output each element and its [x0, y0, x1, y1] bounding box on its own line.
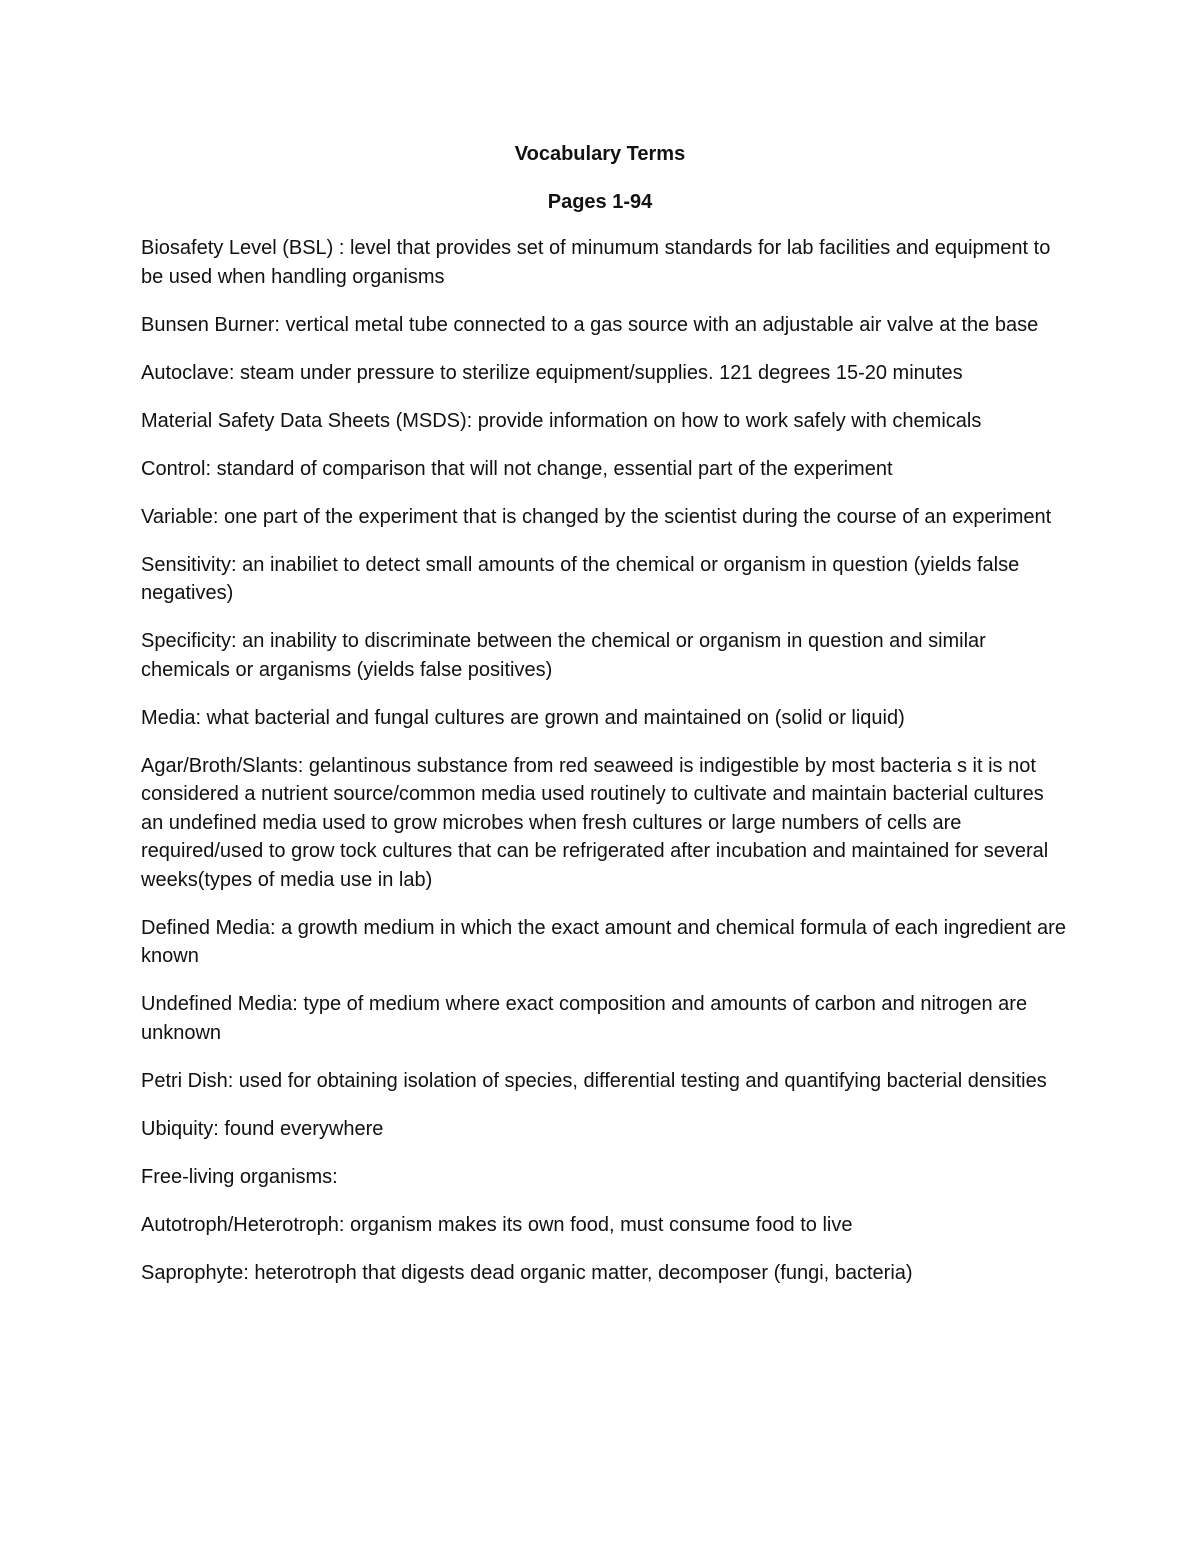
- term-petri-dish: Petri Dish: used for obtaining isolation of species, differential testing and quantifying bacterial densities: [141, 1069, 1047, 1092]
- term-ubiquity: Ubiquity: found everywhere: [141, 1117, 384, 1140]
- term-free-living-organisms: Free-living organisms:: [141, 1165, 338, 1188]
- term-control: Control: standard of comparison that will not change, essential part of the experiment: [141, 457, 893, 480]
- term-specificity: Specificity: an inability to discriminate between the chemical or organism in question and similar chemicals or arganisms (yields false positives): [141, 630, 986, 681]
- term-autoclave: Autoclave: steam under pressure to sterilize equipment/supplies. 121 degrees 15-20 minutes: [141, 361, 963, 384]
- term-variable: Variable: one part of the experiment that is changed by the scientist during the course of an experiment: [141, 505, 1052, 528]
- term-bunsen-burner: Bunsen Burner: vertical metal tube connected to a gas source with an adjustable air valve at the base: [141, 313, 1039, 336]
- term-undefined-media: Undefined Media: type of medium where exact composition and amounts of carbon and nitrogen are unknown: [141, 993, 1028, 1044]
- page-title: Vocabulary Terms: [514, 143, 686, 165]
- term-agar-broth-slants: Agar/Broth/Slants: gelantinous substance from red seaweed is indigestible by most bacteria s it is not considered a nutrient source/common media used routinely to cultivate and maintain bacterial cultures an undefined media used to grow microbes when fresh cultures or large numbers of cells are required/used to grow tock cultures that can be refrigerated after incubation and maintained for several weeks(types of media use in lab): [141, 754, 1049, 891]
- page-subtitle: Pages 1-94: [547, 191, 653, 213]
- term-msds: Material Safety Data Sheets (MSDS): provide information on how to work safely with chemicals: [141, 409, 982, 432]
- term-biosafety-level: Biosafety Level (BSL) : level that provides set of minumum standards for lab facilities and equipment to be used when handling organisms: [141, 237, 1051, 288]
- term-autotroph-heterotroph: Autotroph/Heterotroph: organism makes its own food, must consume food to live: [141, 1213, 853, 1236]
- vocabulary-list: [141, 234, 1066, 1307]
- term-media: Media: what bacterial and fungal cultures are grown and maintained on (solid or liquid): [141, 706, 905, 729]
- term-defined-media: Defined Media: a growth medium in which the exact amount and chemical formula of each ingredient are known: [141, 916, 1066, 967]
- term-sensitivity: Sensitivity: an inabiliet to detect small amounts of the chemical or organism in question (yields false negatives): [141, 553, 1020, 604]
- term-saprophyte: Saprophyte: heterotroph that digests dead organic matter, decomposer (fungi, bacteria): [141, 1261, 913, 1284]
